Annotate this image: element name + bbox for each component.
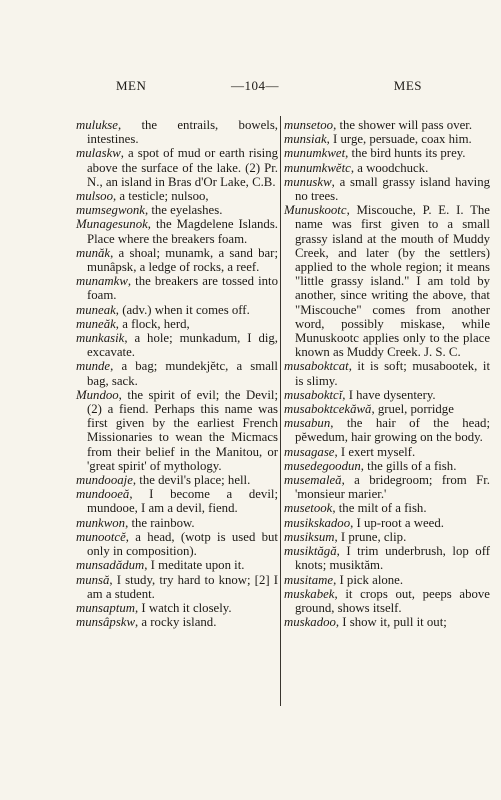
- headword: muskadoo: [284, 615, 336, 630]
- dictionary-entry: musedegoodun, the gills of a fish.: [284, 458, 457, 473]
- headword: musiktăgă: [284, 544, 337, 559]
- dictionary-entry: musiktăgă, I trim underbrush, lop off knots; musiktăm.: [284, 544, 490, 573]
- header-left-guide-word: MEN: [116, 78, 147, 93]
- dictionary-entry: musaboktcĭ, I have dysentery.: [284, 387, 436, 402]
- dictionary-entry: musabun, the hair of the head; pĕwedum, hair growing on the body.: [284, 416, 490, 445]
- headword: musagase: [284, 444, 335, 459]
- dictionary-entry: munsâpskw, a rocky island.: [76, 615, 217, 630]
- dictionary-entry: munumkwĕtc, a woodchuck.: [284, 160, 429, 175]
- dictionary-entry: musitame, I pick alone.: [284, 572, 404, 587]
- headword: musaboktcat: [284, 359, 349, 374]
- right-column: [284, 118, 490, 629]
- dictionary-entry: munkasik, a hole; munkadum, I dig, excavate.: [76, 331, 278, 360]
- page-number: —104—: [231, 78, 279, 93]
- headword: muneak: [76, 302, 116, 317]
- headword: munsiak: [284, 132, 327, 147]
- dictionary-entry: muneăk, a flock, herd,: [76, 316, 190, 331]
- dictionary-entry: musiksum, I prune, clip.: [284, 529, 407, 544]
- headword: munkasik: [76, 331, 125, 346]
- headword: Munuskootc: [284, 203, 347, 218]
- dictionary-entry: Munagesunok, the Magdelene Islands. Place where the breakers foam.: [76, 217, 278, 246]
- headword: munuskw: [284, 174, 332, 189]
- dictionary-entry: musagase, I exert myself.: [284, 444, 416, 459]
- dictionary-entry: mumsegwonk, the eyelashes.: [76, 203, 223, 218]
- page-header: [76, 78, 422, 98]
- headword: musetook: [284, 501, 333, 516]
- dictionary-entry: munsetoo, the shower will pass over.: [284, 118, 473, 132]
- dictionary-entry: munumkwet, the bird hunts its prey.: [284, 146, 466, 161]
- headword: musemaleă: [284, 473, 342, 488]
- headword: munăk: [76, 245, 111, 260]
- dictionary-entry: musaboktcat, it is soft; musabootek, it is slimy.: [284, 359, 490, 388]
- dictionary-entry: munsadădum, I meditate upon it.: [76, 558, 245, 573]
- left-column: [76, 118, 278, 629]
- headword: munumkwĕtc: [284, 160, 351, 175]
- dictionary-entry: munamkw, the breakers are tossed into foam.: [76, 274, 278, 303]
- headword: munootcĕ: [76, 529, 126, 544]
- headword: Mundoo: [76, 387, 119, 402]
- dictionary-entry: mulaskw, a spot of mud or earth rising above the surface of the lake. (2) Pr. N., an island in Bras d'Or Lake, C.B.: [76, 146, 278, 189]
- headword: munsaptum: [76, 600, 136, 615]
- header-right-guide-word: MES: [393, 78, 422, 93]
- dictionary-entry: mundooaje, the devil's place; hell.: [76, 473, 251, 488]
- headword: mumsegwonk: [76, 203, 145, 218]
- headword: munsă: [76, 572, 110, 587]
- headword: munkwon: [76, 515, 126, 530]
- dictionary-entry: mulsoo, a testicle; nulsoo,: [76, 189, 209, 204]
- headword: musiksum: [284, 529, 335, 544]
- dictionary-entry: musetook, the milt of a fish.: [284, 501, 427, 516]
- dictionary-entry: munsaptum, I watch it closely.: [76, 600, 232, 615]
- headword: muskabek: [284, 586, 335, 601]
- headword: Munagesunok: [76, 217, 148, 232]
- headword: mulukse: [76, 118, 118, 132]
- headword: musikskadoo: [284, 515, 351, 530]
- dictionary-entry: musaboktcekăwă, gruel, porridge: [284, 402, 454, 417]
- headword: mulaskw: [76, 146, 121, 161]
- dictionary-entry: muskadoo, I show it, pull it out;: [284, 615, 447, 630]
- headword: musaboktcĭ: [284, 387, 343, 402]
- headword: mulsoo: [76, 189, 113, 204]
- column-divider: [280, 116, 281, 706]
- dictionary-entry: munootcĕ, a head, (wotp is used but only in composition).: [76, 529, 278, 559]
- dictionary-entry: munăk, a shoal; munamk, a sand bar; munâpsk, a ledge of rocks, a reef.: [76, 245, 278, 275]
- dictionary-entry: munkwon, the rainbow.: [76, 515, 195, 530]
- headword: munsetoo: [284, 118, 334, 132]
- headword: muneăk: [76, 316, 116, 331]
- dictionary-entry: munuskw, a small grassy island having no trees.: [284, 174, 490, 204]
- dictionary-entry: munsă, I study, try hard to know; [2] I am a student.: [76, 572, 278, 601]
- dictionary-entry: Mundoo, the spirit of evil; the Devil; (2) a fiend. Perhaps this name was first given by the earliest French Missionaries to wean the Micmacs from their belief in the Manitou, or 'great spirit' of mythology.: [76, 387, 278, 473]
- dictionary-entry: muneak, (adv.) when it comes off.: [76, 302, 250, 317]
- headword: musedegoodun: [284, 458, 361, 473]
- headword: musabun: [284, 416, 331, 431]
- headword: mundooaje: [76, 473, 133, 488]
- headword: mundooeă: [76, 487, 130, 502]
- headword: musaboktcekăwă: [284, 402, 372, 417]
- headword: munamkw: [76, 274, 128, 289]
- dictionary-entry: mundooeă, I become a devil; mundooe, I am a devil, fiend.: [76, 487, 278, 516]
- dictionary-entry: muskabek, it crops out, peeps above ground, shows itself.: [284, 586, 490, 615]
- dictionary-entry: munsiak, I urge, persuade, coax him.: [284, 132, 472, 147]
- dictionary-entry: musikskadoo, I up-root a weed.: [284, 515, 444, 530]
- dictionary-entry: Munuskootc, Miscouche, P. E. I. The name was first given to a small grassy island at the mouth of Muddy Creek, and later (by the settlers) applied to the whole region; it means "little grassy island." I am told by another, since writing the above, that "Miscouche" comes from another word, possibly miskase, while Munuskootc applies only to the place known as Muddy Creek. J. S. C.: [284, 203, 490, 360]
- dictionary-entry: mulukse, the entrails, bowels, intestines.: [76, 118, 278, 147]
- headword: munsâpskw: [76, 615, 136, 630]
- dictionary-entry: musemaleă, a bridegroom; from Fr. 'monsieur marier.': [284, 473, 490, 502]
- dictionary-entry: munde, a bag; mundekjĕtc, a small bag, sack.: [76, 359, 278, 388]
- headword: munde: [76, 359, 111, 374]
- headword: munsadădum: [76, 558, 145, 573]
- headword: musitame: [284, 572, 334, 587]
- headword: munumkwet: [284, 146, 346, 161]
